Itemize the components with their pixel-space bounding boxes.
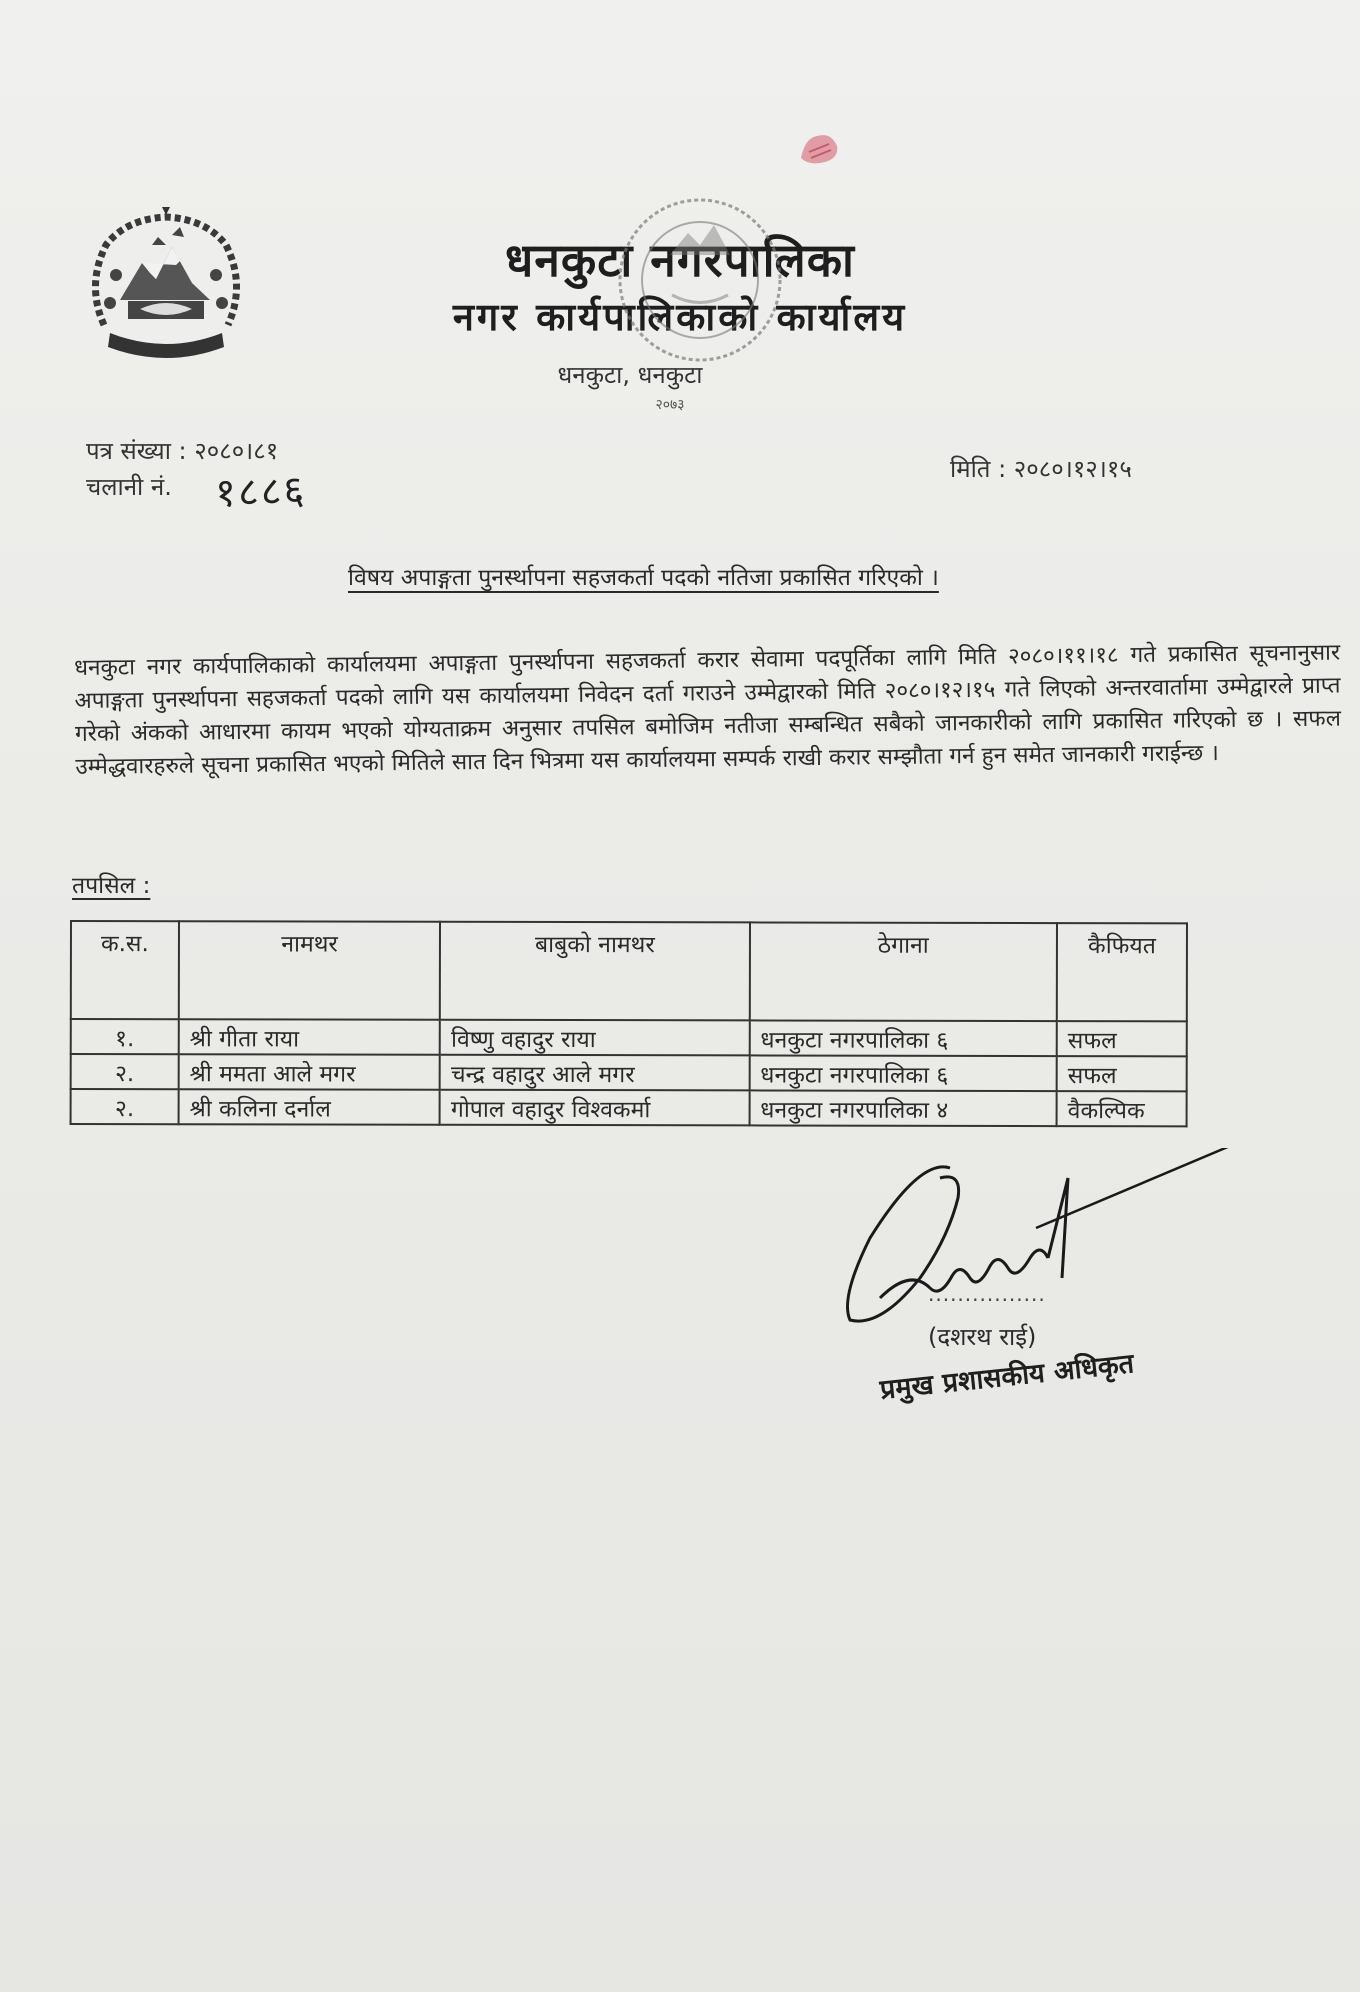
cell-address: धनकुटा नगरपालिका ४ <box>749 1090 1056 1126</box>
header-remarks: कैफियत <box>1057 923 1187 1021</box>
office-place: धनकुटा, धनकुटा <box>557 361 703 389</box>
cell-father-name: चन्द्र वहादुर आले मगर <box>440 1055 749 1091</box>
cell-name: श्री गीता राया <box>179 1019 440 1055</box>
letter-subject: विषय अपाङ्गता पुनर्स्थापना सहजकर्ता पदको नतिजा प्रकासित गरिएको । <box>348 565 939 591</box>
signatory-title: प्रमुख प्रशासकीय अधिकृत <box>878 1348 1136 1406</box>
cell-address: धनकुटा नगरपालिका ६ <box>749 1020 1056 1056</box>
cell-serial: २. <box>71 1089 179 1124</box>
letter-body: धनकुटा नगर कार्यपालिकाको कार्यालयमा अपाङ्गता पुनर्स्थापना सहजकर्ता करार सेवामा पदपूर्तिका लागि मिति २०८०।११।१८ गते प्रकासित सूचनानुसार अपाङ्गता पुनर्स्थापना सहजकर्ता पदको लागि यस कार्यालयमा निवेदन दर्ता गराउने उम्मेद्वारको मिति २०८०।१२।१५ गते लिएको अन्तरवार्तामा उम्मेद्वारले प्राप्त गरेको अंकको आधारमा कायम भएको योग्यताक्रम अनुसार तपसिल बमोजिम नतीजा सम्बन्धित सबैको जानकारीको लागि प्रकासित गरिएको छ । सफल उम्मेद्धवारहरुले सूचना प्रकासित भएको मितिले सात दिन भित्रमा यस कार्यालयमा सम्पर्क राखी करार सम्झौता गर्न हुन समेत जानकारी गराईन्छ । <box>74 639 1342 780</box>
red-stamp-mark <box>795 128 843 168</box>
cell-remarks: वैकल्पिक <box>1057 1091 1187 1126</box>
cell-father-name: गोपाल वहादुर विश्वकर्मा <box>440 1090 749 1126</box>
cell-name: श्री ममता आले मगर <box>179 1054 440 1090</box>
cell-name: श्री कलिना दर्नाल <box>178 1089 439 1125</box>
dispatch-label: चलानी नं. <box>86 473 172 501</box>
cell-father-name: विष्णु वहादुर राया <box>440 1020 749 1056</box>
cell-remarks: सफल <box>1057 1056 1187 1091</box>
municipality-heading: धनकुटा नगरपालिका <box>505 233 855 287</box>
table-row <box>71 1054 1187 1091</box>
results-table <box>70 920 1188 1127</box>
signatory-name: (दशरथ राई) <box>928 1323 1037 1351</box>
header-address: ठेगाना <box>749 922 1057 1021</box>
cell-serial: २. <box>71 1054 179 1089</box>
header-name: नामथर <box>179 921 441 1020</box>
cell-address: धनकुटा नगरपालिका ६ <box>749 1055 1056 1091</box>
header-father-name: बाबुको नामथर <box>440 922 750 1021</box>
table-row <box>71 1089 1187 1126</box>
cell-serial: १. <box>71 1019 179 1054</box>
table-header-row <box>71 921 1187 1021</box>
cell-remarks: सफल <box>1057 1021 1187 1056</box>
office-heading: नगर कार्यपालिकाको कार्यालय <box>452 295 908 339</box>
letter-date: मिति : २०८०।१२।१५ <box>950 455 1132 483</box>
office-seal-stamp <box>610 185 790 375</box>
handwritten-signature <box>840 1148 1240 1338</box>
nepal-emblem-logo <box>80 205 252 365</box>
seal-year: २०७३ <box>655 397 685 413</box>
details-label: तपसिल : <box>72 873 151 899</box>
letter-number: पत्र संख्या : २०८०।८१ <box>86 437 279 465</box>
header-serial: क.स. <box>71 921 179 1019</box>
table-row <box>71 1019 1187 1056</box>
dispatch-number-handwritten: १८८६ <box>214 467 308 517</box>
signature-line: ................ <box>928 1282 1046 1306</box>
